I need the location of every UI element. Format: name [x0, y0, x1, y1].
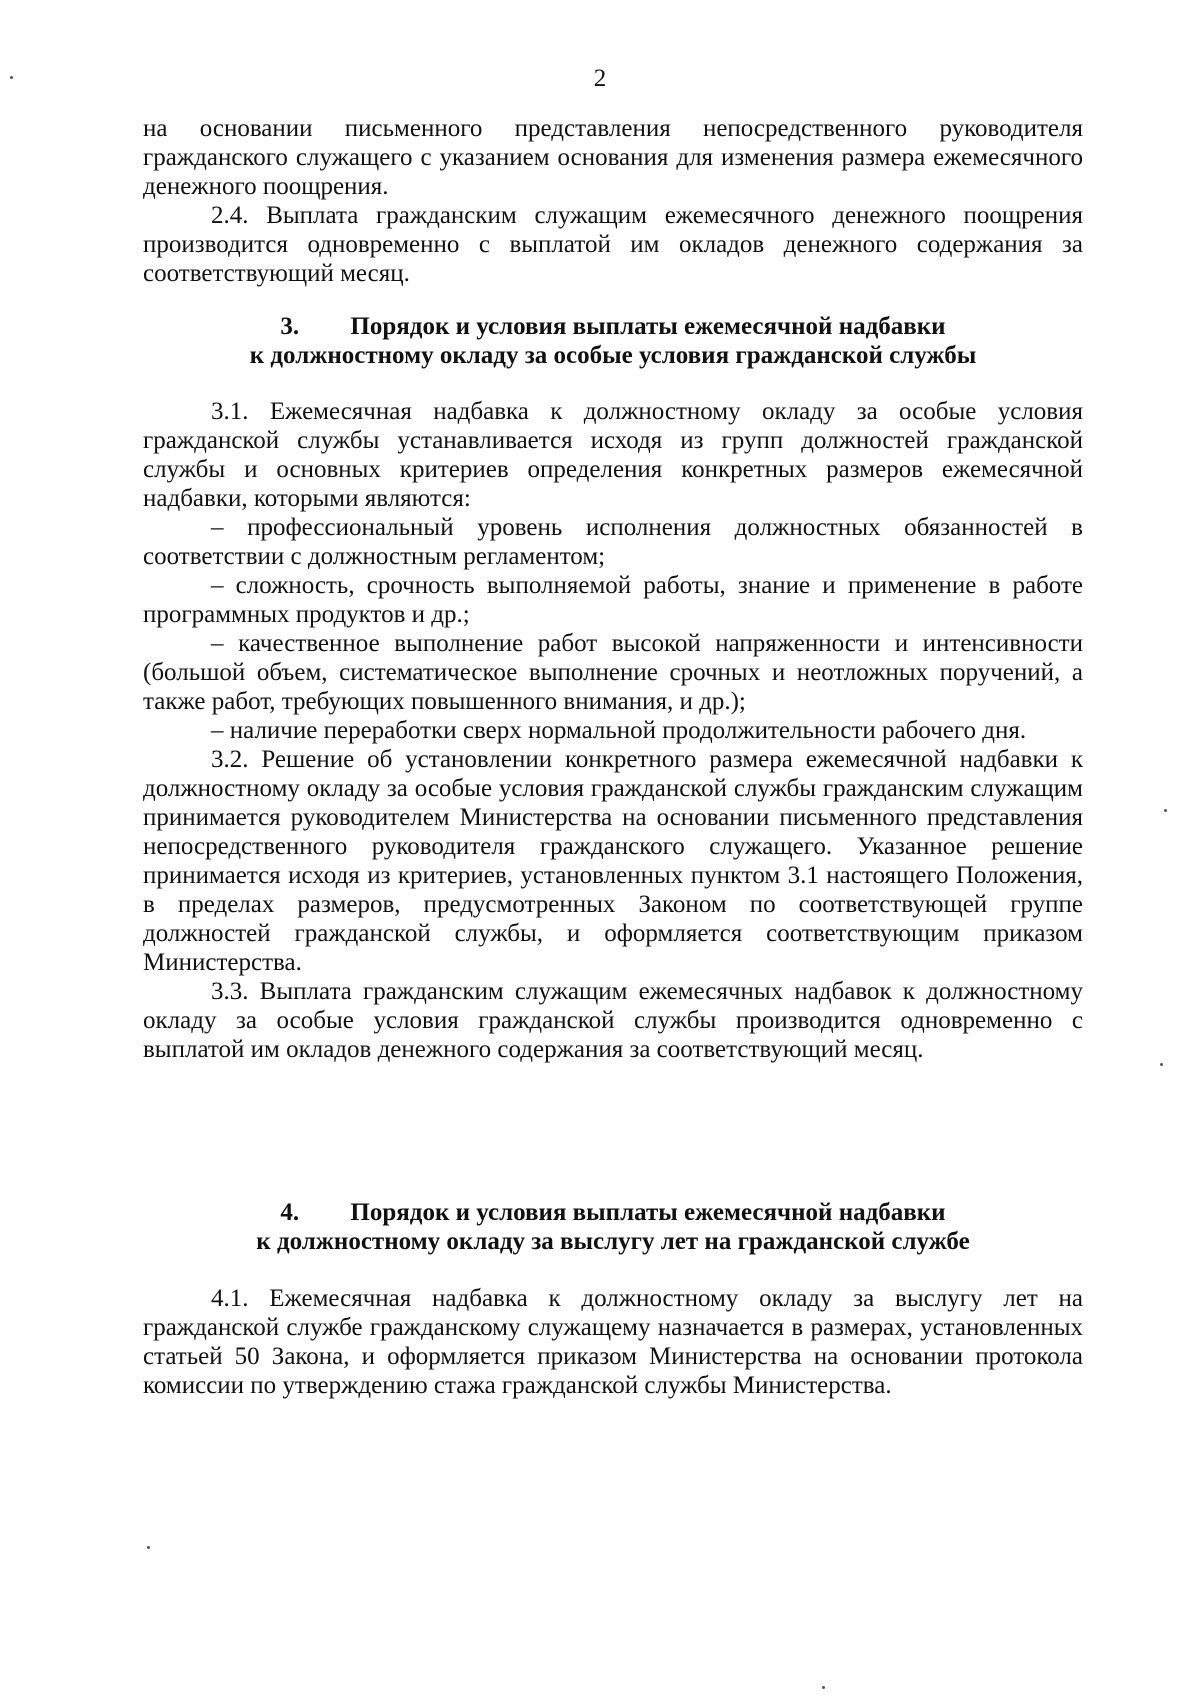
scan-speck	[1160, 1063, 1163, 1066]
continuation-paragraph: на основании письменного представления непосредственного руководителя гражданского служащего с указанием основания для изменения размера ежемесячного денежного поощрения.	[143, 115, 1083, 200]
section-3-heading	[143, 312, 1083, 370]
scan-speck	[10, 76, 13, 79]
criteria-item: – наличие переработки сверх нормальной продолжительности рабочего дня.	[211, 717, 1027, 744]
section-3-number: 3.	[280, 313, 300, 340]
scan-speck	[1164, 809, 1167, 812]
section-4-heading	[143, 1198, 1083, 1256]
paragraph-4-1: 4.1. Ежемесячная надбавка к должностному окладу за выслугу лет на гражданской службе гражданскому служащему назначается в размерах, установленных статьей 50 Закона, и оформляется приказом Министерства на основании протокола комиссии по утверждению стажа гражданской службы Министерства.	[143, 1285, 1083, 1399]
section-3-title-line2: к должностному окладу за особые условия гражданской службы	[249, 342, 977, 369]
criteria-item: – качественное выполнение работ высокой напряженности и интенсивности (большой объем, систематическое выполнение срочных и неотложных поручений, а также работ, требующих повышенного внимания, и др.);	[143, 630, 1083, 715]
section-3-title-line1: 3. Порядок и условия выплаты ежемесячной надбавки	[280, 313, 946, 340]
section-4-number: 4.	[280, 1199, 300, 1226]
paragraph-3-2: 3.2. Решение об установлении конкретного размера ежемесячной надбавки к должностному окладу за особые условия гражданской службы гражданским служащим принимается руководителем Министерства на основании письменного представления непосредственного руководителя гражданского служащего. Указанное решение принимается исходя из критериев, установленных пунктом 3.1 настоящего Положения, в пределах размеров, предусмотренных Законом по соответствующей группе должностей гражданской службы, и оформляется соответствующим приказом Министерства.	[143, 746, 1083, 976]
criteria-item: – сложность, срочность выполняемой работы, знание и применение в работе программных продуктов и др.;	[143, 572, 1083, 628]
scan-speck	[822, 1686, 825, 1689]
section-4-body	[143, 1284, 1083, 1400]
paragraph-3-3: 3.3. Выплата гражданским служащим ежемесячных надбавок к должностному окладу за особые условия гражданской службы производится одновременно с выплатой им окладов денежного содержания за соответствующий месяц.	[143, 978, 1083, 1063]
section-4-title-line2: к должностному окладу за выслугу лет на гражданской службе	[256, 1228, 970, 1255]
paragraph-2-4: 2.4. Выплата гражданским служащим ежемесячного денежного поощрения производится одновременно с выплатой им окладов денежного содержания за соответствующий месяц.	[143, 202, 1083, 287]
section-4-title-line1: 4. Порядок и условия выплаты ежемесячной надбавки	[280, 1199, 946, 1226]
paragraph-3-1: 3.1. Ежемесячная надбавка к должностному окладу за особые условия гражданской службы устанавливается исходя из групп должностей гражданской службы и основных критериев определения конкретных размеров ежемесячной надбавки, которыми являются:	[143, 398, 1083, 512]
criteria-item: – профессиональный уровень исполнения должностных обязанностей в соответствии с должностным регламентом;	[143, 514, 1083, 570]
intro-block	[143, 114, 1083, 288]
scan-speck	[147, 1546, 150, 1549]
page-number: 2	[593, 65, 607, 92]
section-3-body	[143, 397, 1083, 1064]
